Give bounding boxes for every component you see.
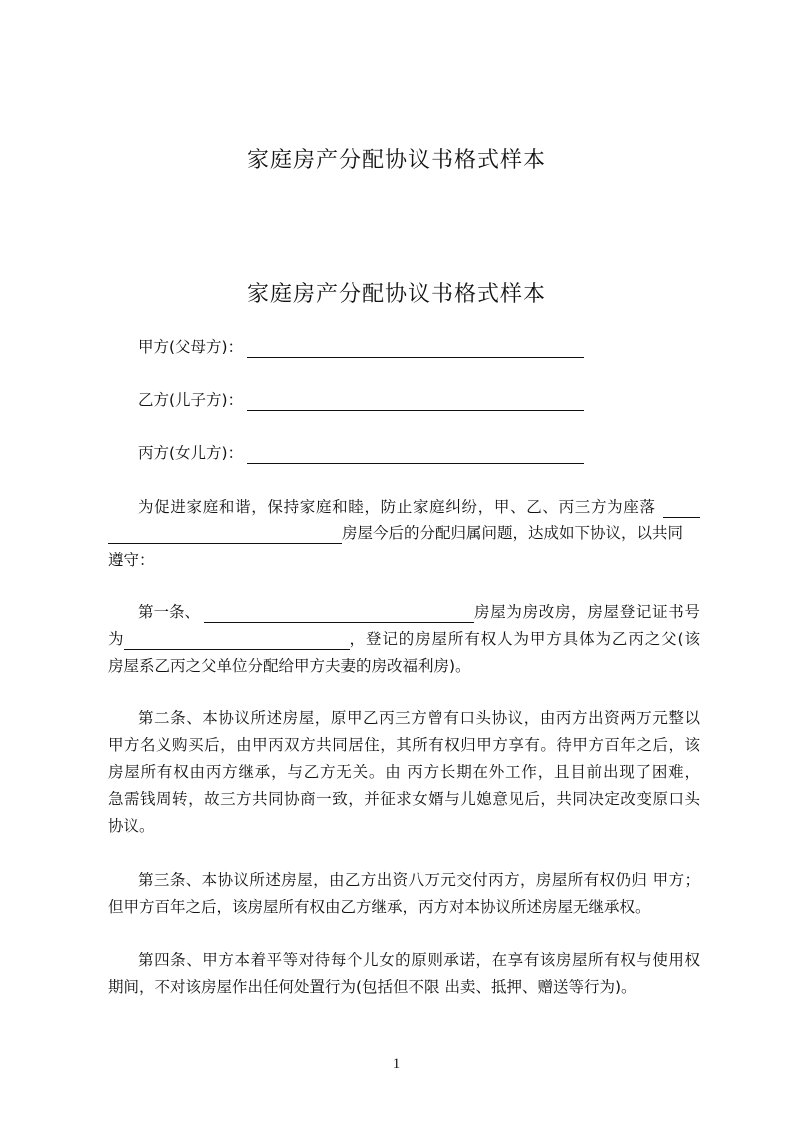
- article2-line: 协议。: [108, 817, 155, 835]
- party-c-line: [138, 442, 700, 464]
- article4-line: 第四条、甲方本着平等对待每个儿女的原则承诺，在享有该房屋所有权与使用权: [138, 951, 700, 969]
- party-a-line: [138, 336, 700, 358]
- article1-line-2: [108, 628, 700, 650]
- article1-line-3: 房屋系乙丙之父单位分配给甲方夫妻的房改福利房)。: [108, 657, 471, 675]
- article4-line: 期间，不对该房屋作出任何处置行为(包括但不限 出卖、抵押、赠送等行为)。: [108, 978, 637, 996]
- location-blank-cont[interactable]: [108, 526, 342, 544]
- header-title: 家庭房产分配协议书格式样本: [246, 148, 546, 173]
- party-b-label: 乙方(儿子方)：: [138, 391, 244, 409]
- document-title: 家庭房产分配协议书格式样本: [246, 282, 546, 307]
- article2-line: 甲方名义购买后，由甲丙双方共同居住，其所有权归甲方享有。待甲方百年之后，该: [108, 736, 700, 754]
- party-b-line: [138, 389, 700, 411]
- article1-text: 为: [108, 630, 124, 648]
- article2-line: 急需钱周转，故三方共同协商一致，并征求女婿与儿媳意见后，共同决定改变原口头: [108, 790, 700, 808]
- location-blank[interactable]: [663, 500, 700, 518]
- article1-line-1: [138, 601, 700, 623]
- party-a-blank[interactable]: [247, 340, 584, 358]
- preamble-line-3: 遵守：: [108, 551, 155, 569]
- article1-heading: 第一条、: [138, 603, 201, 621]
- preamble-text: 为促进家庭和谐，保持家庭和睦，防止家庭纠纷，甲、乙、丙三方为座落: [138, 498, 655, 516]
- article2-line: 第二条、本协议所述房屋，原甲乙丙三方曾有口头协议，由丙方出资两万元整以: [138, 709, 700, 727]
- article3-line: 但甲方百年之后，该房屋所有权由乙方继承，丙方对本协议所述房屋无继承权。: [108, 898, 651, 916]
- preamble-text: 房屋今后的分配归属问题，达成如下协议，以共同: [342, 524, 684, 542]
- party-c-label: 丙方(女儿方)：: [138, 444, 244, 462]
- preamble-line-2: [108, 522, 700, 544]
- party-b-blank[interactable]: [247, 393, 584, 411]
- party-a-label: 甲方(父母方)：: [138, 338, 244, 356]
- certificate-number-blank[interactable]: [124, 632, 350, 650]
- house-blank[interactable]: [204, 605, 474, 623]
- article1-text: ，登记的房屋所有权人为甲方具体为乙丙之父(该: [349, 630, 700, 648]
- party-c-blank[interactable]: [247, 446, 584, 464]
- preamble-line-1: [138, 496, 700, 518]
- article3-line: 第三条、本协议所述房屋，由乙方出资八万元交付丙方，房屋所有权仍归 甲方；: [138, 871, 700, 889]
- article2-line: 房屋所有权由丙方继承，与乙方无关。由 丙方长期在外工作，且目前出现了困难，: [108, 763, 700, 781]
- page-number: 1: [392, 1056, 401, 1072]
- article1-text: 房屋为房改房，房屋登记证书号: [474, 603, 700, 621]
